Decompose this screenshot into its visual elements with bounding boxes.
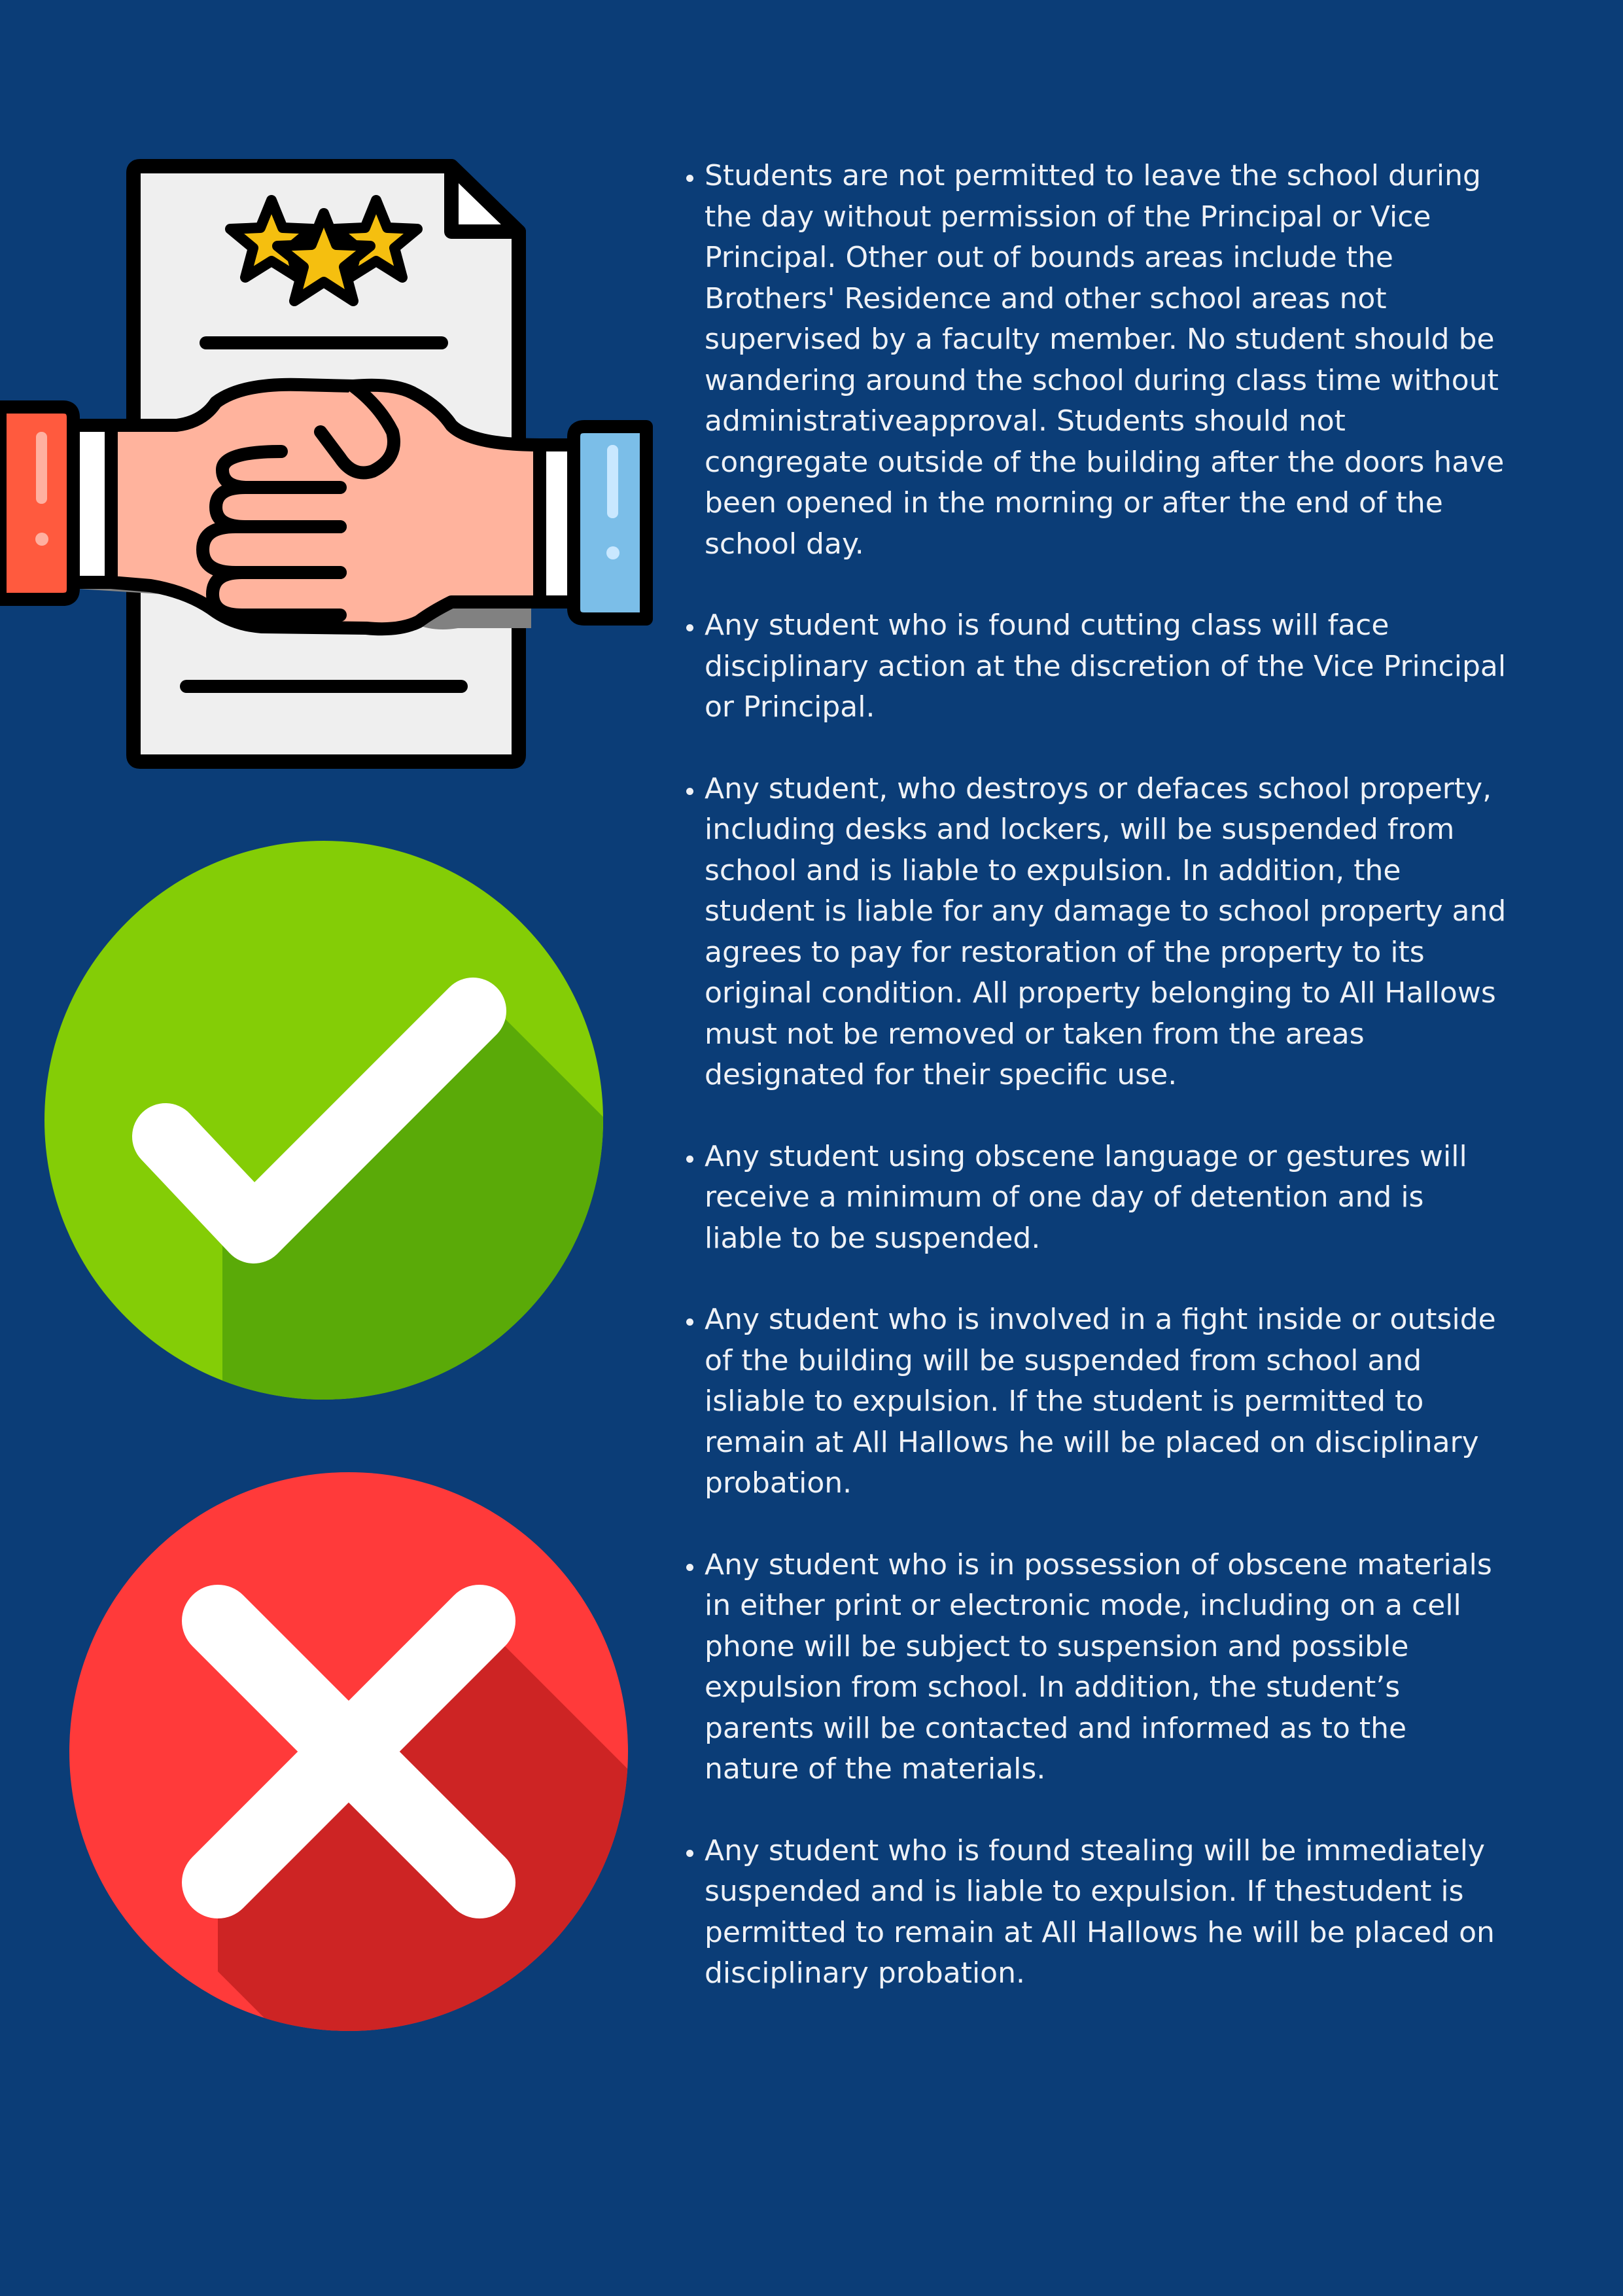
agreement-handshake-icon	[0, 166, 646, 762]
rule-cutting-class: • Any student who is found cutting class will face disciplinary action at the discretion of the Vice Principal or Principal.	[705, 605, 1509, 728]
rule-fighting: • Any student who is involved in a fight inside or outside of the building will be suspended from school and isliable to expulsion. If the student is permitted to remain at All Hallows he will be placed on disciplinary probation.	[705, 1299, 1509, 1504]
rule-obscene-language: • Any student using obscene language or gestures will receive a minimum of one day of detention and is liable to be suspended.	[705, 1137, 1509, 1260]
rules-list	[667, 156, 1509, 2035]
green-checkmark-icon	[44, 841, 654, 1570]
rule-school-property: • Any student, who destroys or defaces school property, including desks and lockers, will be suspended from school and is liable to expulsion. In addition, the student is liable for any damage to school property and agrees to pay for restoration of the property to its original condition. All property belonging to All Hallows must not be removed or taken from the areas designated for their specific use.	[705, 769, 1509, 1096]
rule-stealing: • Any student who is found stealing will be immediately suspended and is liable to expulsion. If thestudent is permitted to remain at All Hallows he will be placed on disciplinary probation.	[705, 1831, 1509, 1994]
red-cross-icon	[69, 1472, 654, 2094]
rule-obscene-materials: • Any student who is in possession of obscene materials in either print or electronic mode, including on a cell phone will be subject to suspension and possible expulsion from school. In addition, the student’s parents will be contacted and informed as to the nature of the materials.	[705, 1545, 1509, 1790]
left-cuff-icon	[0, 407, 111, 599]
illustrations-column	[0, 0, 654, 2296]
right-cuff-icon	[540, 427, 646, 619]
rule-leaving-school: • Students are not permitted to leave the school during the day without permission of the Principal or Vice Principal. Other out of bounds areas include the Brothers' Residence and other school areas not supervised by a faculty member. No student should be wandering around the school during class time without administrativeapproval. Students should not congregate outside of the building after the doors have been opened in the morning or after the end of the school day.	[705, 156, 1509, 565]
